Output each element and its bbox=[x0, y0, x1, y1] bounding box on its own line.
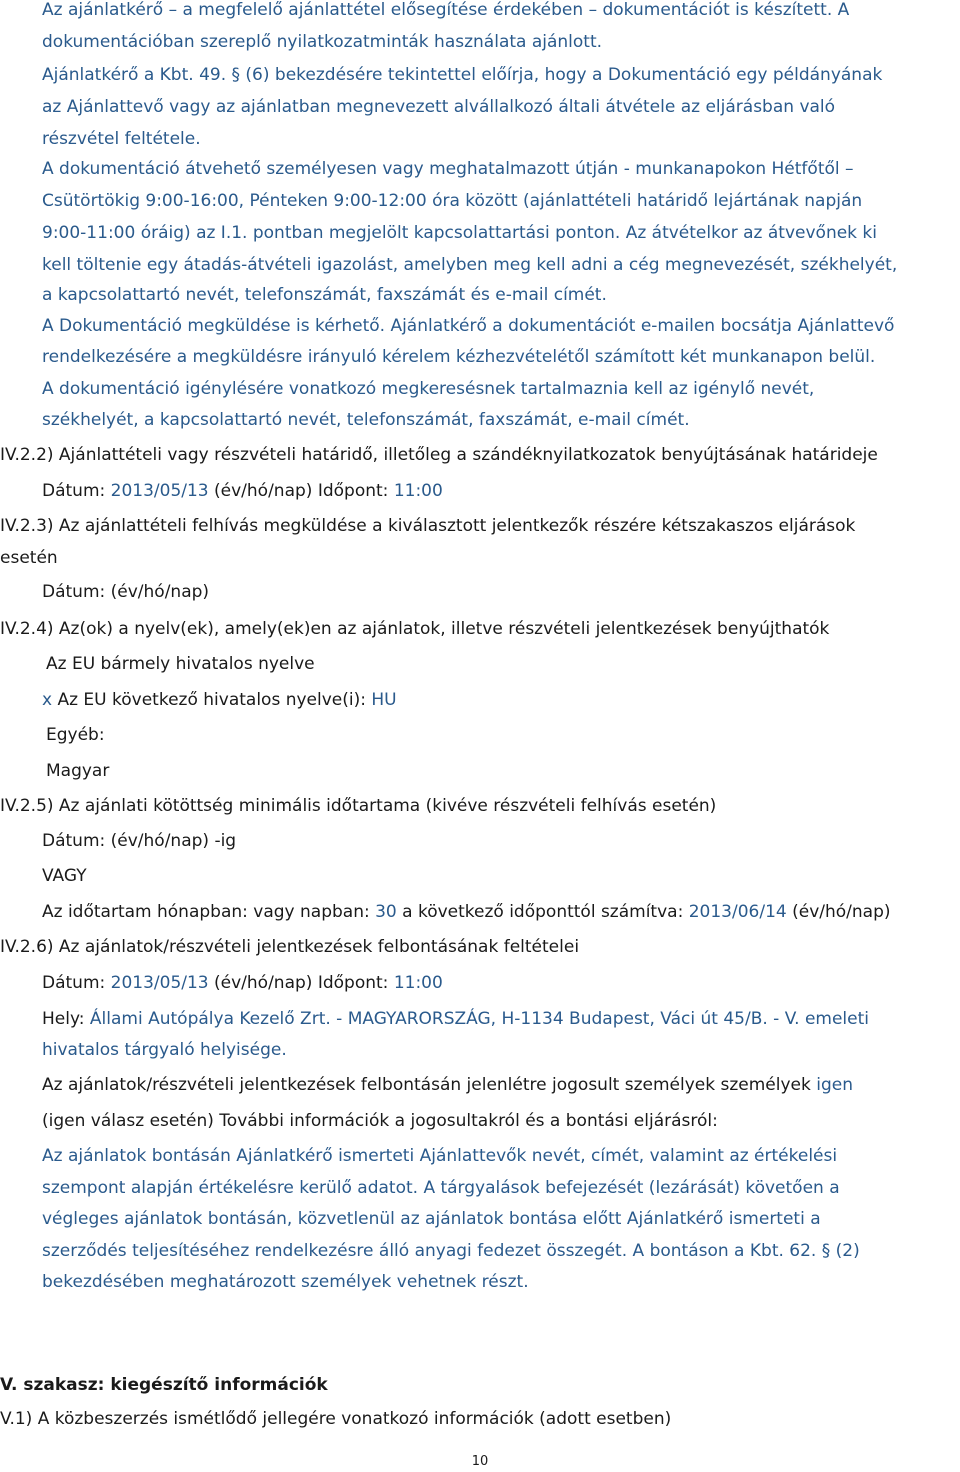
language-other-value: Magyar bbox=[46, 761, 110, 781]
section-iv-2-3-title-2: esetén bbox=[0, 548, 58, 568]
intro-line-11b: Ajánlatkérő a dokumentációt e-mailen bocsátja Ajánlattevő bbox=[385, 316, 895, 336]
time-value: 11:00 bbox=[393, 973, 443, 993]
intro-line-11 bbox=[42, 314, 894, 338]
intro-line-2: dokumentációban szereplő nyilatkozatminták használata ajánlott. bbox=[42, 32, 603, 52]
from-label: a következő időponttól számítva: bbox=[396, 902, 689, 922]
section-iv-2-5-date: Dátum: (év/hó/nap) -ig bbox=[42, 831, 237, 851]
section-v-heading: V. szakasz: kiegészítő információk bbox=[0, 1375, 328, 1395]
section-iv-2-5-or: VAGY bbox=[42, 866, 87, 886]
date-format-label: (év/hó/nap) Időpont: bbox=[208, 973, 394, 993]
section-iv-2-4-title: IV.2.4) Az(ok) a nyelv(ek), amely(ek)en az ajánlatok, illetve részvételi jelentkezések benyújthatók bbox=[0, 619, 830, 639]
info-line-3: végleges ajánlatok bontásán, közvetlenül az ajánlatok bontása előtt Ajánlatkérő ismerteti a bbox=[42, 1209, 821, 1229]
language-other-label: Egyéb: bbox=[46, 725, 105, 745]
place-label: Hely: bbox=[42, 1009, 90, 1029]
section-iv-2-2-title: IV.2.2) Ajánlattételi vagy részvételi határidő, illetőleg a szándéknyilatkozatok benyújtásának határideje bbox=[0, 445, 878, 465]
date-value: 2013/05/13 bbox=[110, 481, 209, 501]
from-date-format: (év/hó/nap) bbox=[786, 902, 891, 922]
date-label: Dátum: bbox=[42, 481, 111, 501]
info-label: (igen válasz esetén) További információk a jogosultakról és a bontási eljárásról: bbox=[42, 1111, 718, 1131]
language-option-label: Az EU következő hivatalos nyelve(i): bbox=[52, 690, 372, 710]
selected-mark: x bbox=[42, 690, 53, 710]
place-line-2: hivatalos tárgyaló helyisége. bbox=[42, 1040, 287, 1060]
section-iv-2-5-title: IV.2.5) Az ajánlati kötöttség minimális időtartama (kivéve részvételi felhívás esetén) bbox=[0, 796, 717, 816]
intro-line-10: a kapcsolattartó nevét, telefonszámát, faxszámát és e-mail címét. bbox=[42, 285, 607, 305]
section-v-1-title: V.1) A közbeszerzés ismétlődő jellegére vonatkozó információk (adott esetben) bbox=[0, 1409, 672, 1429]
page-number: 10 bbox=[471, 1454, 489, 1469]
place-value-1: Állami Autópálya Kezelő Zrt. - MAGYARORSZÁG, H-1134 Budapest, Váci út 45/B. - V. emeleti bbox=[89, 1009, 869, 1029]
info-line-2: szempont alapján értékelésre kerülő adatot. A tárgyalások befejezését (lezárását) követően a bbox=[42, 1178, 840, 1198]
intro-line-5: részvétel feltétele. bbox=[42, 129, 201, 149]
section-iv-2-6-date bbox=[42, 971, 443, 995]
persons-label: Az ajánlatok/részvételi jelentkezések felbontásán jelenlétre jogosult személyek személyek bbox=[42, 1075, 817, 1095]
section-iv-2-3-title-1: IV.2.3) Az ajánlattételi felhívás megküldése a kiválasztott jelentkezők részére kétszakaszos eljárások bbox=[0, 516, 856, 536]
intro-line-6: A dokumentáció átvehető személyesen vagy meghatalmazott útján - munkanapokon Hétfőtől – bbox=[42, 159, 854, 179]
persons-value: igen bbox=[816, 1075, 853, 1095]
date-value: 2013/05/13 bbox=[110, 973, 209, 993]
from-date: 2013/06/14 bbox=[688, 902, 787, 922]
section-iv-2-6-title: IV.2.6) Az ajánlatok/részvételi jelentkezések felbontásának feltételei bbox=[0, 937, 580, 957]
date-format-label: (év/hó/nap) Időpont: bbox=[208, 481, 394, 501]
duration-days: 30 bbox=[375, 902, 397, 922]
intro-line-7: Csütörtökig 9:00-16:00, Pénteken 9:00-12:00 óra között (ajánlattételi határidő lejártának napján bbox=[42, 191, 863, 211]
info-line-1: Az ajánlatok bontásán Ajánlatkérő ismerteti Ajánlattevők nevét, címét, valamint az értékelési bbox=[42, 1146, 838, 1166]
duration-label: Az időtartam hónapban: vagy napban: bbox=[42, 902, 376, 922]
section-iv-2-3-date: Dátum: (év/hó/nap) bbox=[42, 582, 210, 602]
intro-line-8b: Az átvételkor az átvevőnek ki bbox=[620, 223, 877, 243]
language-value: HU bbox=[371, 690, 397, 710]
date-label: Dátum: bbox=[42, 973, 111, 993]
intro-line-8 bbox=[42, 221, 877, 245]
place-line-1 bbox=[42, 1007, 869, 1031]
time-value: 11:00 bbox=[393, 481, 443, 501]
intro-line-8a: 9:00-11:00 óráig) az I.1. pontban megjelölt kapcsolattartási ponton. bbox=[42, 223, 621, 243]
intro-line-11a: A Dokumentáció megküldése is kérhető. bbox=[42, 316, 386, 336]
section-iv-2-2-date bbox=[42, 479, 443, 503]
language-option-following bbox=[42, 688, 397, 712]
intro-line-1: Az ajánlatkérő – a megfelelő ajánlattétel elősegítése érdekében – dokumentációt is készített. A bbox=[42, 0, 850, 20]
info-line-4: szerződés teljesítéséhez rendelkezésre álló anyagi fedezet összegét. A bontáson a Kbt. 62. § (2) bbox=[42, 1241, 860, 1261]
persons-line bbox=[42, 1073, 853, 1097]
intro-line-9: kell töltenie egy átadás-átvételi igazolást, amelyben meg kell adni a cég megnevezését, székhelyét, bbox=[42, 255, 898, 275]
intro-line-3: Ajánlatkérő a Kbt. 49. § (6) bekezdésére tekintettel előírja, hogy a Dokumentáció egy példányának bbox=[42, 65, 883, 85]
intro-line-14: székhelyét, a kapcsolattartó nevét, telefonszámát, faxszámát, e-mail címét. bbox=[42, 410, 690, 430]
language-option-any: Az EU bármely hivatalos nyelve bbox=[46, 654, 315, 674]
intro-line-4: az Ajánlattevő vagy az ajánlatban megnevezett alvállalkozó általi átvétele az eljárásban való bbox=[42, 97, 836, 117]
intro-line-13: A dokumentáció igénylésére vonatkozó megkeresésnek tartalmaznia kell az igénylő nevét, bbox=[42, 379, 815, 399]
info-line-5: bekezdésében meghatározott személyek vehetnek részt. bbox=[42, 1272, 529, 1292]
intro-line-12: rendelkezésére a megküldésre irányuló kérelem kézhezvételétől számított két munkanapon belül. bbox=[42, 347, 876, 367]
section-iv-2-5-duration bbox=[42, 900, 891, 924]
